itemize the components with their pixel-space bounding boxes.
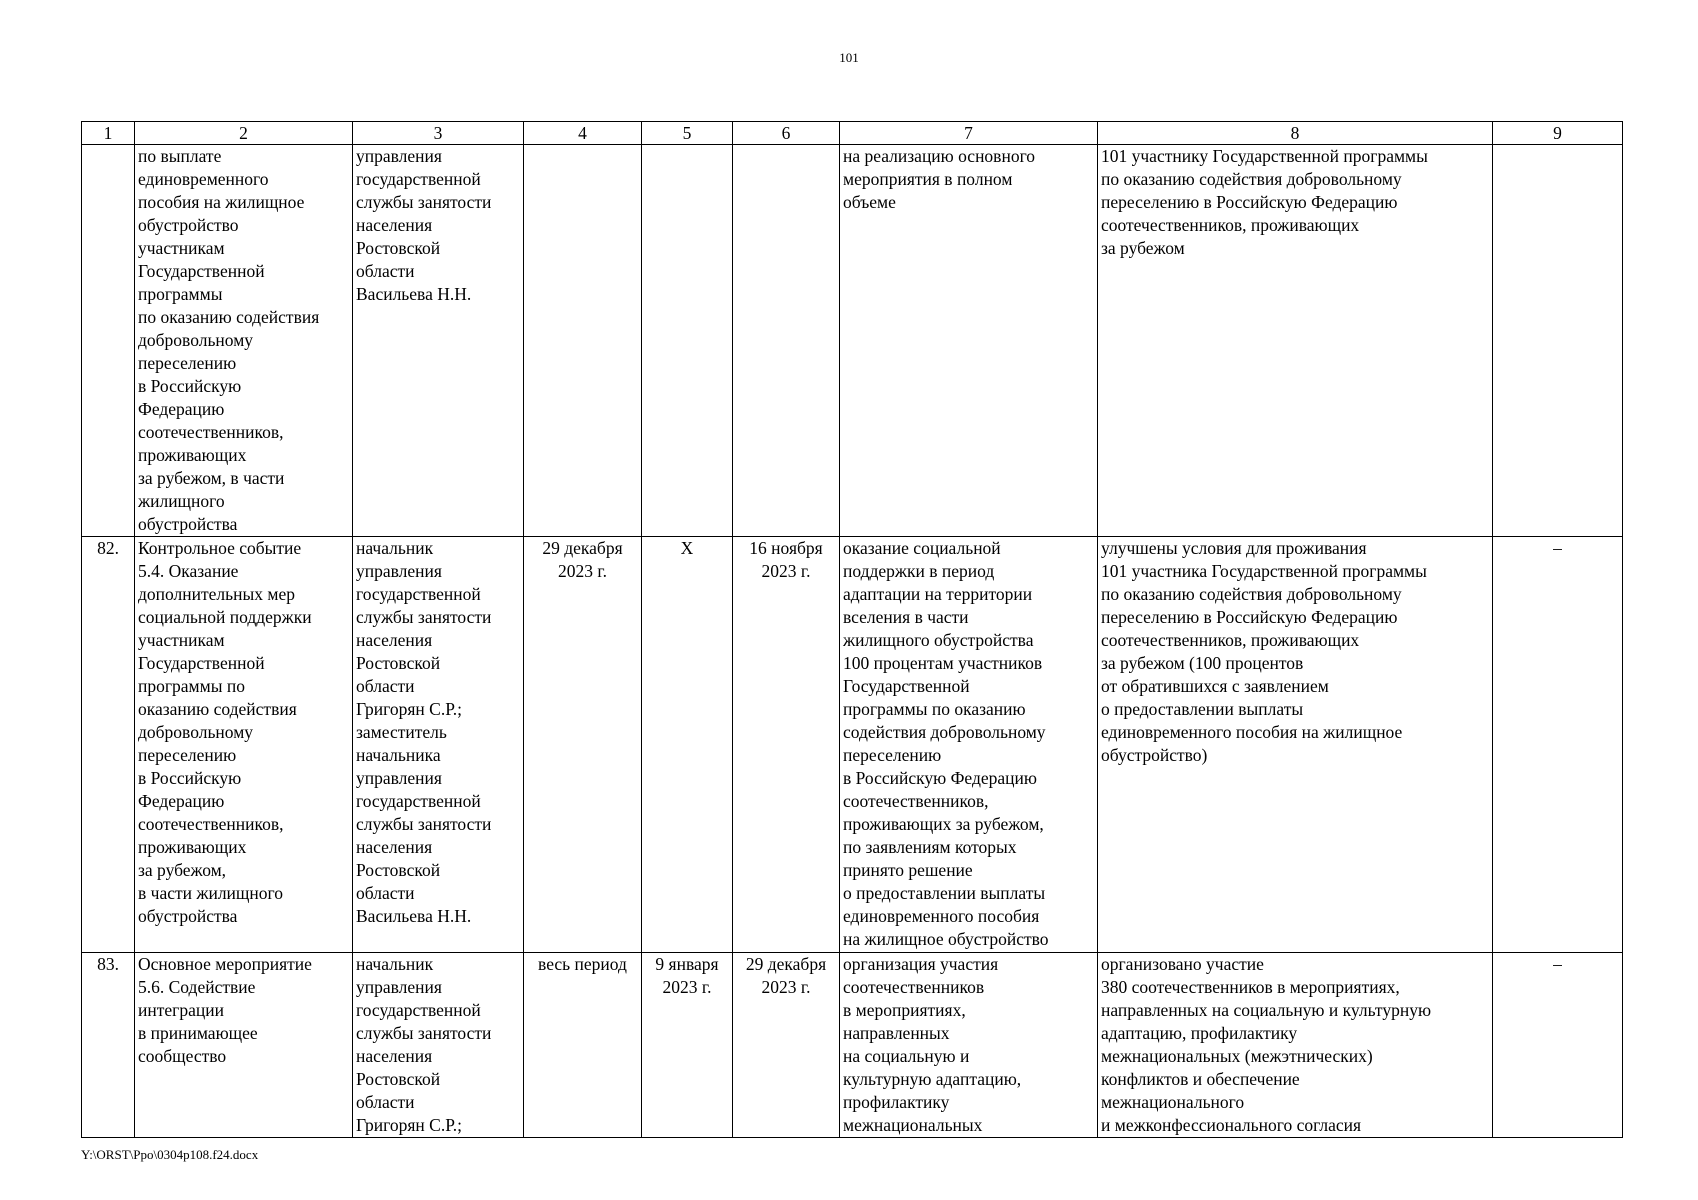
col7-cell: оказание социальной поддержки в период адаптации на территории вселения в части жилищного обустройства 100 процентам участников Государственной программы по оказанию содействия добровольному переселению в Российскую Федерацию соотечественников, проживающих за рубежом, по заявлениям которых принято решение о предоставлении выплаты единовременного пособия на жилищное обустройство bbox=[840, 537, 1098, 953]
col8-cell: улучшены условия для проживания 101 участника Государственной программы по оказанию содействия добровольному переселению в Российскую Федерацию соотечественников, проживающих за рубежом (100 процентов от обратившихся с заявлением о предоставлении выплаты единовременного пособия на жилищное обустройство) bbox=[1098, 537, 1493, 953]
column-header: 3 bbox=[353, 122, 524, 145]
col9-cell bbox=[1493, 145, 1623, 537]
col8-cell: 101 участнику Государственной программы по оказанию содействия добровольному переселению в Российскую Федерацию соотечественников, проживающих за рубежом bbox=[1098, 145, 1493, 537]
table-row bbox=[82, 953, 1623, 1138]
column-header: 6 bbox=[733, 122, 840, 145]
col5-cell bbox=[642, 145, 733, 537]
column-header: 9 bbox=[1493, 122, 1623, 145]
row-number: 83. bbox=[82, 953, 135, 1138]
col9-cell: – bbox=[1493, 537, 1623, 953]
col5-cell: 9 января 2023 г. bbox=[642, 953, 733, 1138]
table-row bbox=[82, 145, 1623, 537]
responsible-cell: начальник управления государственной службы занятости населения Ростовской области Григорян С.Р.; заместитель начальника управления государственной службы занятости населения Ростовской области Васильева Н.Н. bbox=[353, 537, 524, 953]
column-header: 4 bbox=[524, 122, 642, 145]
col4-cell: 29 декабря 2023 г. bbox=[524, 537, 642, 953]
column-header: 1 bbox=[82, 122, 135, 145]
event-cell: по выплате единовременного пособия на жилищное обустройство участникам Государственной программы по оказанию содействия добровольному переселению в Российскую Федерацию соотечественников, проживающих за рубежом, в части жилищного обустройства bbox=[135, 145, 353, 537]
event-cell: Контрольное событие 5.4. Оказание дополнительных мер социальной поддержки участникам Государственной программы по оказанию содействия добровольному переселению в Российскую Федерацию соотечественников, проживающих за рубежом, в части жилищного обустройства bbox=[135, 537, 353, 953]
responsible-cell: начальник управления государственной службы занятости населения Ростовской области Григорян С.Р.; bbox=[353, 953, 524, 1138]
col7-cell: организация участия соотечественников в мероприятиях, направленных на социальную и культурную адаптацию, профилактику межнациональных bbox=[840, 953, 1098, 1138]
col9-cell: – bbox=[1493, 953, 1623, 1138]
row-number: 82. bbox=[82, 537, 135, 953]
column-header: 2 bbox=[135, 122, 353, 145]
column-header: 8 bbox=[1098, 122, 1493, 145]
row-number bbox=[82, 145, 135, 537]
file-path-footer: Y:\ORST\Ppo\0304p108.f24.docx bbox=[81, 1147, 259, 1162]
col5-cell: X bbox=[642, 537, 733, 953]
responsible-cell: управления государственной службы занятости населения Ростовской области Васильева Н.Н. bbox=[353, 145, 524, 537]
col6-cell bbox=[733, 145, 840, 537]
table-row bbox=[82, 537, 1623, 953]
col8-cell: организовано участие 380 соотечественников в мероприятиях, направленных на социальную и культурную адаптацию, профилактику межнациональных (межэтнических) конфликтов и обеспечение межнационального и межконфессионального согласия bbox=[1098, 953, 1493, 1138]
page-number: 101 bbox=[839, 50, 859, 65]
col4-cell bbox=[524, 145, 642, 537]
column-header: 7 bbox=[840, 122, 1098, 145]
col6-cell: 29 декабря 2023 г. bbox=[733, 953, 840, 1138]
col6-cell: 16 ноября 2023 г. bbox=[733, 537, 840, 953]
table-header-row bbox=[82, 122, 1623, 145]
column-header: 5 bbox=[642, 122, 733, 145]
report-table bbox=[81, 121, 1623, 1138]
event-cell: Основное мероприятие 5.6. Содействие интеграции в принимающее сообщество bbox=[135, 953, 353, 1138]
col7-cell: на реализацию основного мероприятия в полном объеме bbox=[840, 145, 1098, 537]
col4-cell: весь период bbox=[524, 953, 642, 1138]
